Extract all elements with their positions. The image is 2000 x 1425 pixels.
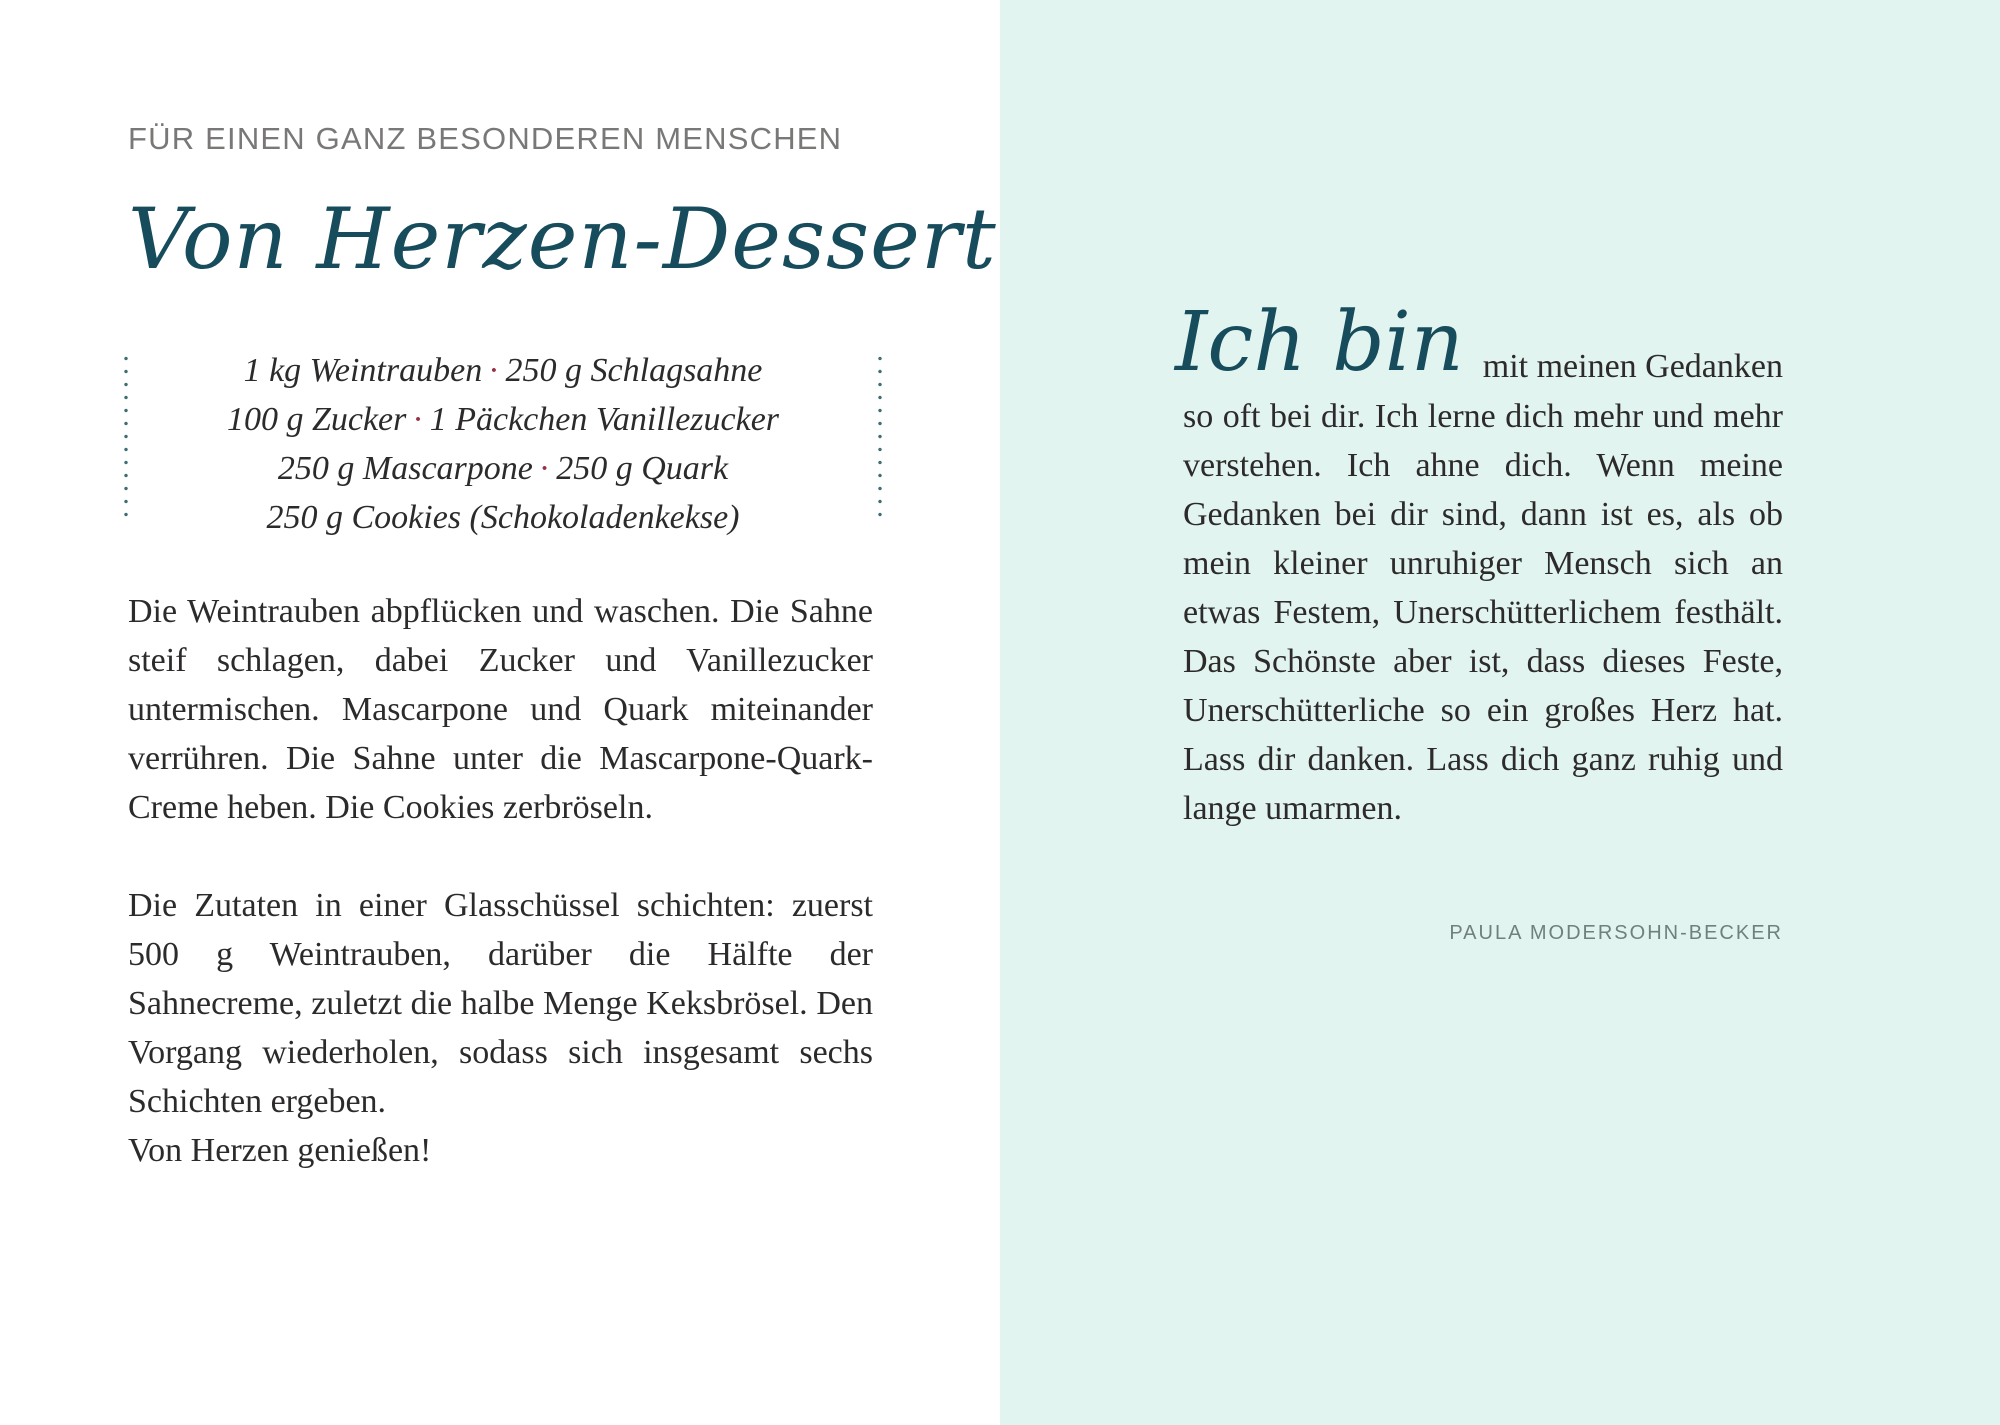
quote-first-line: mit meinen Gedanken	[1482, 348, 1783, 385]
instructions-text: Die Zutaten in einer Glasschüssel schichten: zuerst 500 g Weintrauben, darüber die Hälfte der Sahnecreme, zuletzt die halbe Menge Keksbrösel. Den Vorgang wiederholen, sodass sich insgesamt sechs Schichten ergeben.	[128, 887, 873, 1120]
dotted-rule-left	[124, 352, 128, 524]
page-kicker: FÜR EINEN GANZ BESONDEREN MENSCHEN	[128, 121, 843, 156]
ingredient: 250 g Schlagsahne	[505, 352, 763, 389]
quote-attribution: PAULA MODERSOHN-BECKER	[1449, 922, 1783, 944]
instructions-paragraph-2	[128, 881, 873, 1175]
ingredient-line	[142, 346, 864, 395]
instructions-paragraph-1: Die Weintrauben abpflücken und waschen. Die Sahne steif schlagen, dabei Zucker und Vanillezucker untermischen. Mascarpone und Quark miteinander verrühren. Die Sahne unter die Mascarpone-Quark-Creme heben. Die Cookies zerbröseln.	[128, 593, 873, 826]
ingredient-separator: ·	[412, 401, 424, 438]
ingredient-separator: ·	[538, 450, 551, 487]
ingredient-line	[142, 395, 864, 444]
quote-intro	[1175, 295, 1783, 392]
ingredient-list	[142, 346, 864, 542]
quote-block	[1175, 295, 1783, 833]
dotted-rule-right	[878, 352, 882, 524]
quote-text: so oft bei dir. Ich lerne dich mehr und mehr verstehen. Ich ahne dich. Wenn meine Gedanken bei dir sind, dann ist es, als ob mein kleiner unruhiger Mensch sich an etwas Festem, Unerschütterlichem festhält. Das Schönste aber ist, dass dieses Feste, Unerschütterliche so ein großes Herz hat. Lass dir danken. Lass dich ganz ruhig und lange umarmen.	[1183, 398, 1783, 827]
ingredient: 1 kg Weintrauben	[243, 352, 483, 389]
ingredient-line	[142, 493, 864, 542]
ingredient: 250 g Quark	[556, 450, 729, 487]
ingredient-separator: ·	[488, 352, 500, 389]
ingredient: 1 Päckchen Vanillezucker	[429, 401, 780, 438]
ingredient: 250 g Cookies (Schokoladenkekse)	[266, 499, 740, 536]
closing-line: Von Herzen genießen!	[128, 1132, 432, 1169]
ingredient-box	[122, 346, 884, 536]
quote-script-start: Ich bin	[1175, 295, 1464, 390]
ingredient-line	[142, 444, 864, 493]
ingredient: 250 g Mascarpone	[277, 450, 533, 487]
recipe-title: Von Herzen-Dessert	[128, 190, 997, 288]
ingredient: 100 g Zucker	[226, 401, 407, 438]
